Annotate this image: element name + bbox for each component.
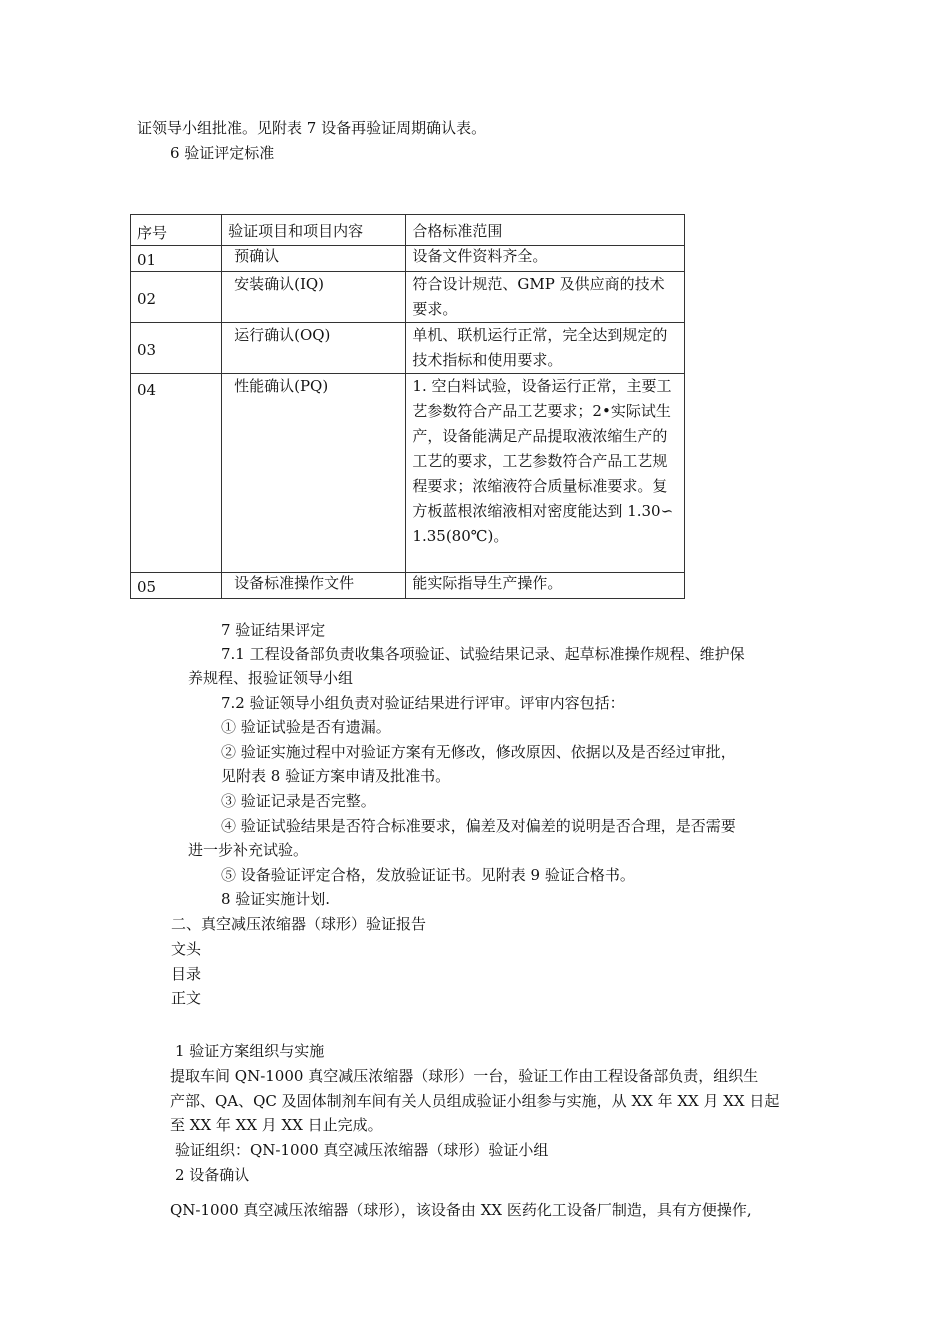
table-row [131,246,685,272]
review-item-5: ⑤ 设备验证评定合格，发放验证证书。见附表 9 验证合格书。 [221,866,635,884]
row-criteria: 1. 空白料试验，设备运行正常，主要工艺参数符合产品工艺要求；2•实际试生产，设备能满足产品提取液浓缩生产的工艺的要求，工艺参数符合产品工艺规程要求；浓缩液符合质量标准要求。复方板蓝根浓缩液相对密度能达到 1.30∽1.35(80℃)。 [406,374,685,573]
para-1-line1: 提取车间 QN-1000 真空减压浓缩器（球形）一台，验证工作由工程设备部负责，组织生 [170,1067,759,1085]
review-item-3: ③ 验证记录是否完整。 [221,792,376,810]
review-item-2-line2: 见附表 8 验证方案申请及批准书。 [221,767,451,785]
row-no: 02 [131,272,222,323]
zhengwen-label: 正文 [171,989,202,1007]
heading-1: 1 验证方案组织与实施 [175,1042,325,1060]
part-2-title: 二、真空减压浓缩器（球形）验证报告 [171,915,427,933]
row-no: 03 [131,323,222,374]
wentou-label: 文头 [171,940,202,958]
row-item: 预确认 [222,246,406,272]
row-no: 01 [131,246,222,272]
table-header-row [131,215,685,246]
section-7-heading: 7 验证结果评定 [221,621,326,639]
row-criteria: 设备文件资料齐全。 [406,246,685,272]
table-row [131,573,685,599]
review-item-4-line1: ④ 验证试验结果是否符合标准要求，偏差及对偏差的说明是否合理，是否需要 [221,817,736,835]
review-item-2-line1: ② 验证实施过程中对验证方案有无修改，修改原因、依据以及是否经过审批， [221,743,736,761]
review-item-4-line2: 进一步补充试验。 [188,841,309,859]
table-row [131,374,685,573]
section-8: 8 验证实施计划. [221,890,331,908]
header-item: 验证项目和项目内容 [222,215,406,246]
section-6-heading: 6 验证评定标准 [170,144,275,162]
row-item: 运行确认(OQ) [222,323,406,374]
row-criteria: 能实际指导生产操作。 [406,573,685,599]
table-row [131,272,685,323]
row-item: 性能确认(PQ) [222,374,406,573]
para-1-line2: 产部、QA、QC 及固体制剂车间有关人员组成验证小组参与实施，从 XX 年 XX 月 XX 日起 [170,1092,780,1110]
heading-2: 2 设备确认 [175,1166,250,1184]
review-item-1: ① 验证试验是否有遗漏。 [221,718,391,736]
para-1-line3: 至 XX 年 XX 月 XX 日止完成。 [170,1116,383,1134]
row-item: 设备标准操作文件 [222,573,406,599]
row-no: 04 [131,374,222,573]
table-row [131,323,685,374]
para-2-line1: QN-1000 真空减压浓缩器（球形），该设备由 XX 医药化工设备厂制造，具有方便操作, [170,1201,752,1219]
header-criteria: 合格标准范围 [406,215,685,246]
para-7-1-line2: 养规程、报验证领导小组 [188,669,354,687]
para-7-1-line1: 7.1 工程设备部负责收集各项验证、试验结果记录、起草标准操作规程、维护保 [221,645,745,663]
row-criteria: 符合设计规范、GMP 及供应商的技术要求。 [406,272,685,323]
intro-line: 证领导小组批准。见附表 7 设备再验证周期确认表。 [137,119,487,137]
para-7-2: 7.2 验证领导小组负责对验证结果进行评审。评审内容包括： [221,694,625,712]
row-no: 05 [131,573,222,599]
row-item: 安装确认(IQ) [222,272,406,323]
criteria-table [130,214,685,599]
validation-org: 验证组织：QN-1000 真空减压浓缩器（球形）验证小组 [175,1141,549,1159]
mulu-label: 目录 [171,965,202,983]
row-criteria: 单机、联机运行正常，完全达到规定的技术指标和使用要求。 [406,323,685,374]
header-no: 序号 [131,215,222,246]
